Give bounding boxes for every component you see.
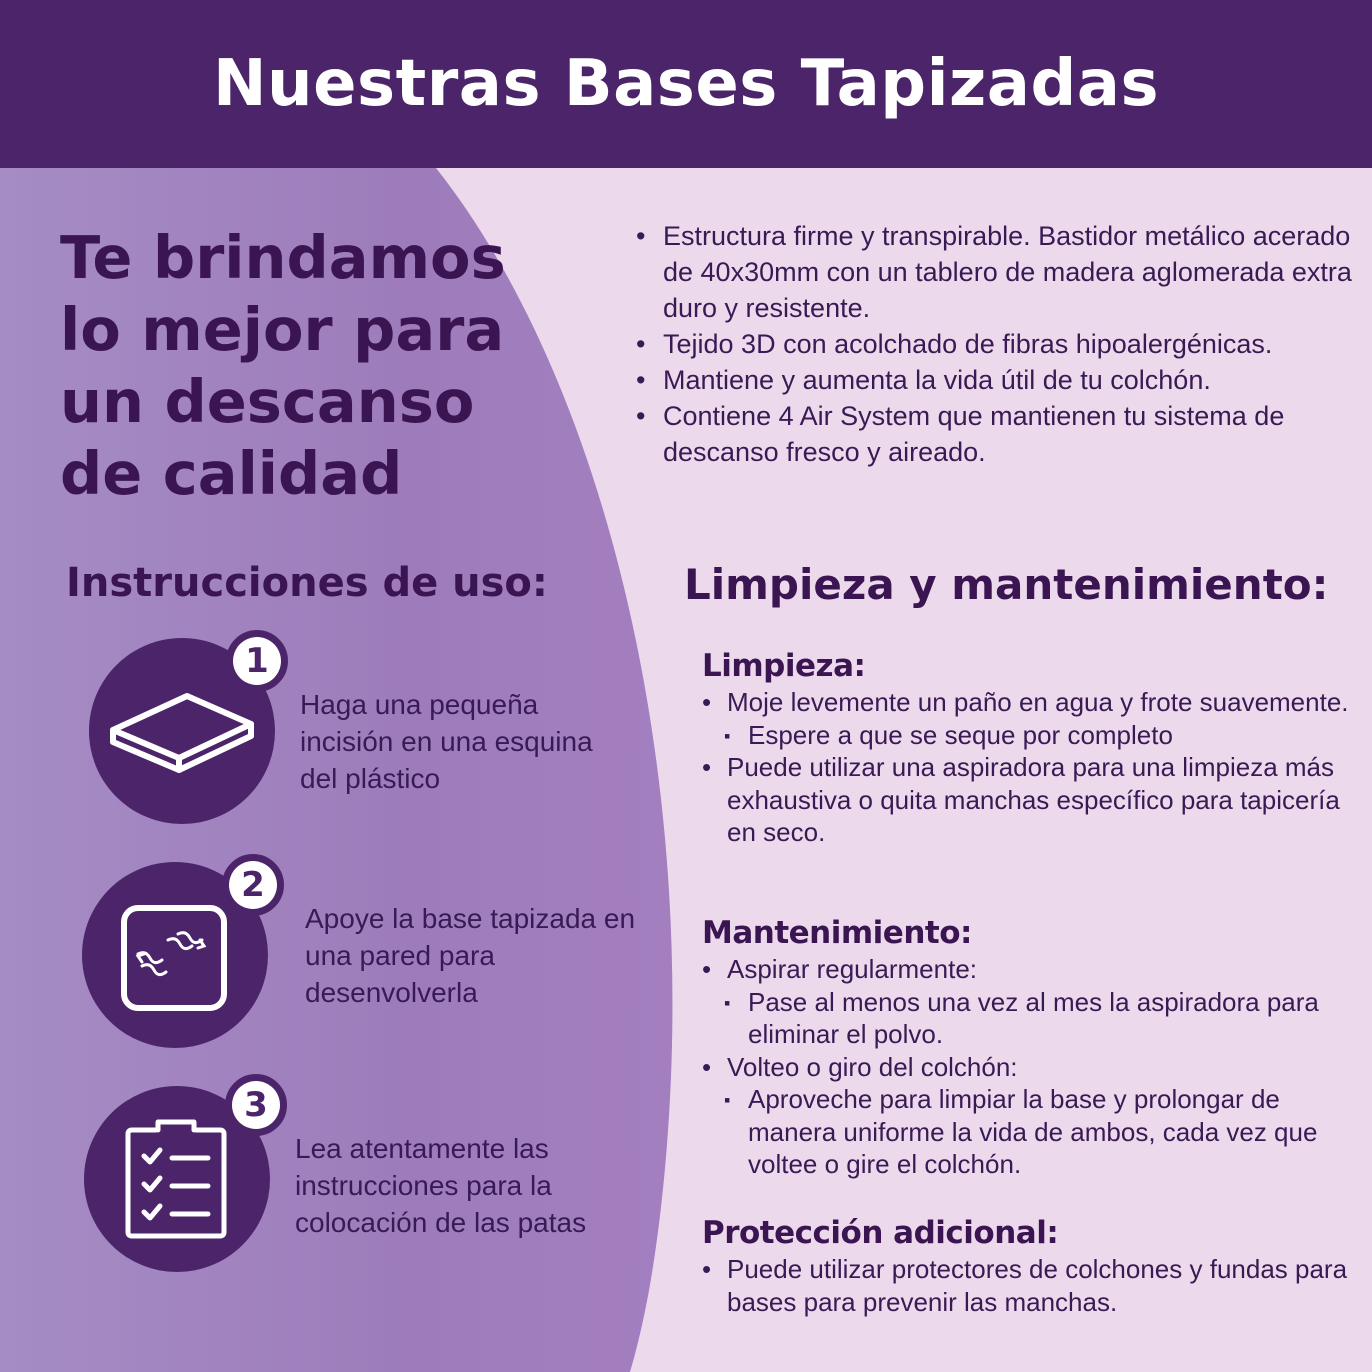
headline: Te brindamos lo mejor para un descanso de calidad <box>60 223 506 508</box>
proteccion-list <box>702 1253 1352 1318</box>
feature-item: • Mantiene y aumenta la vida útil de tu colchón. <box>636 362 1358 398</box>
list-item: • Puede utilizar una aspiradora para una limpieza más exhaustiva o quita manchas específico para tapicería en seco. <box>702 751 1352 849</box>
step-number: 2 <box>229 861 277 909</box>
header-banner <box>0 0 1372 168</box>
feature-item: • Estructura firme y transpirable. Bastidor metálico acerado de 40x30mm con un tablero de madera aglomerada extra duro y resistente. <box>636 218 1358 326</box>
list-item: • Volteo o giro del colchón: <box>702 1051 1352 1084</box>
list-subitem: ▪ Aproveche para limpiar la base y prolongar de manera uniforme la vida de ambos, cada vez que voltee o gire el colchón. <box>702 1083 1352 1181</box>
step-text: Haga una pequeña incisión en una esquina del plástico <box>300 689 593 794</box>
feature-item: • Tejido 3D con acolchado de fibras hipoalergénicas. <box>636 326 1358 362</box>
mantenimiento-section <box>702 915 1352 1181</box>
page-title: Nuestras Bases Tapizadas <box>212 47 1160 121</box>
step-number-badge <box>225 1074 287 1136</box>
proteccion-section <box>702 1215 1352 1318</box>
proteccion-title: Protección adicional: <box>702 1215 1059 1251</box>
step-number: 3 <box>232 1081 280 1129</box>
step-text: Lea atentamente las instrucciones para la colocación de las patas <box>295 1133 587 1238</box>
mantenimiento-list <box>702 953 1352 1181</box>
step-number: 1 <box>233 637 281 685</box>
list-subitem: ▪ Pase al menos una vez al mes la aspiradora para eliminar el polvo. <box>702 986 1352 1051</box>
list-item: • Puede utilizar protectores de colchones y fundas para bases para prevenir las manchas. <box>702 1253 1352 1318</box>
limpieza-title: Limpieza: <box>702 648 866 684</box>
limpieza-section <box>702 648 1352 849</box>
limpieza-list <box>702 686 1352 849</box>
list-subitem: ▪ Espere a que se seque por completo <box>702 719 1352 752</box>
feature-item: • Contiene 4 Air System que mantienen tu sistema de descanso fresco y aireado. <box>636 398 1358 470</box>
step-text: Apoye la base tapizada en una pared para desenvolverla <box>305 903 636 1008</box>
maintenance-title: Limpieza y mantenimiento: <box>684 560 1329 609</box>
features-list <box>636 218 1358 470</box>
mantenimiento-title: Mantenimiento: <box>702 915 972 951</box>
instructions-title: Instrucciones de uso: <box>66 560 548 606</box>
step-number-badge <box>222 854 284 916</box>
step-number-badge <box>226 630 288 692</box>
list-item: • Moje levemente un paño en agua y frote suavemente. <box>702 686 1352 719</box>
list-item: • Aspirar regularmente: <box>702 953 1352 986</box>
